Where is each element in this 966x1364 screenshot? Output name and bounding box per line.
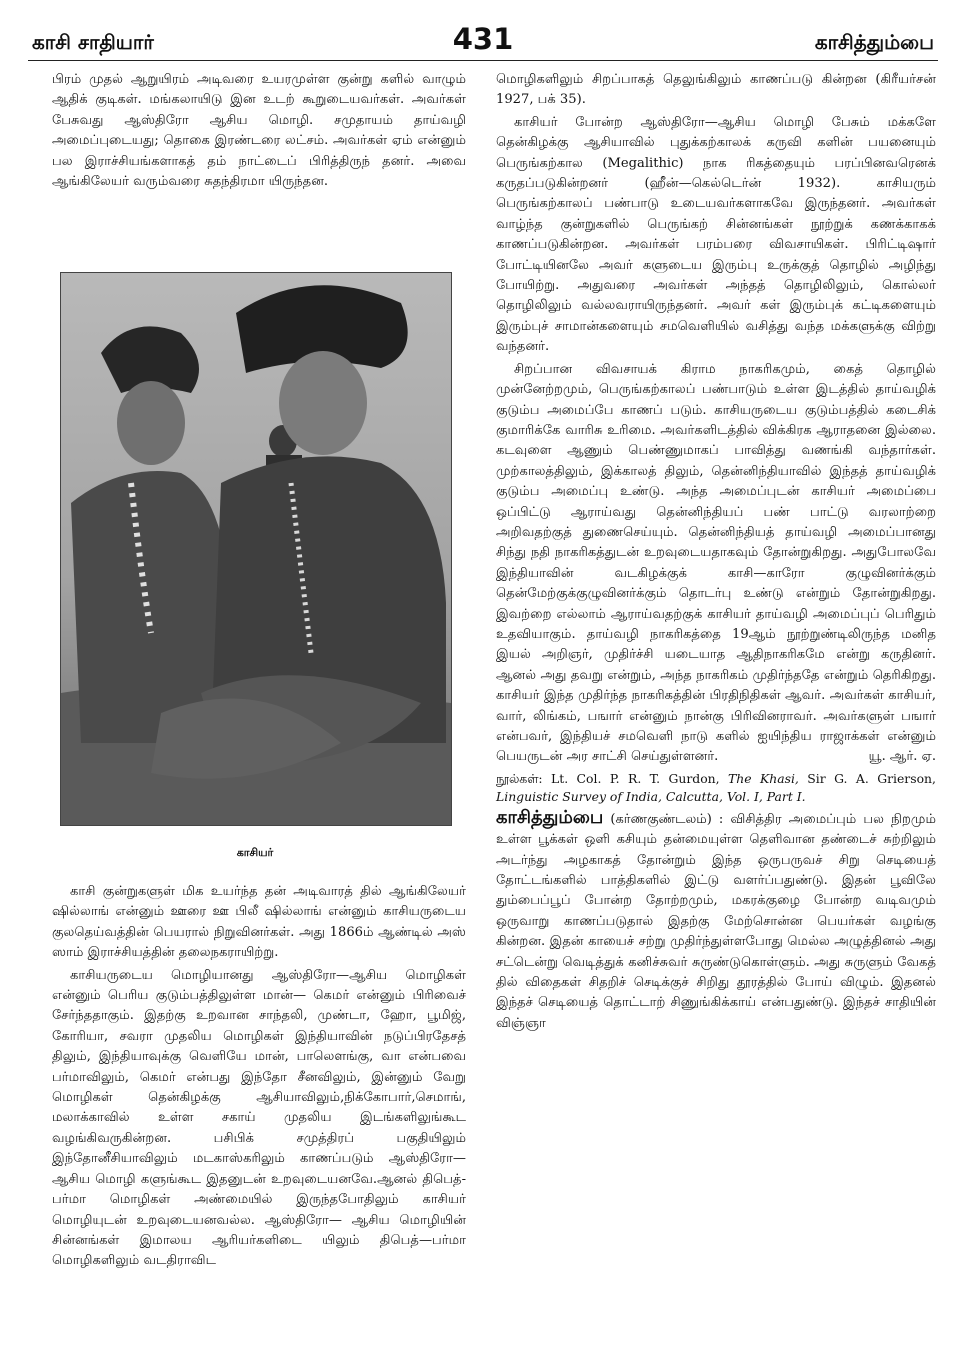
right-paragraph-3 (496, 360, 936, 768)
left-paragraph-3: காசியருடைய மொழியானது ஆஸ்திரோ—ஆசிய மொழிகள் என்னும் பெரிய குடும்பத்திலுள்ள மான்— கெமர் என்னும் பிரிவைச் சேர்ந்ததாகும். இதற்கு உறவான சாந்தலி, முண்டா, ஹோ, பூமிஜ், கோரியா, சவரா முதலிய மொழிகள் இந்தியாவின் நடுப்பிரதேசத் திலும், இந்தியாவுக்கு வெளியே மான், பாலௌங்கு, வா என்பவை பர்மாவிலும், கெமர் என்பது இந்தோ சீனவிலும், இன்னும் வேறு மொழிகள் தென்கிழக்கு ஆசியாவிலும்,நிக்கோபார்,செமாங், மலாக்காவில் உள்ள சகாய் முதலிய இடங்களிலுங்கூட வழங்கிவருகின்றன. பசிபிக் சமுத்திரப் பகுதியிலும் இந்தோனீசியாவிலும் மடகாஸ்கரிலும் காணப்படும் ஆஸ்திரோ—ஆசிய மொழி களுங்கூட இதனுடன் உறவுடையனவே.ஆனல் திபெத்- பர்மா மொழிகள் அண்மையில் இருந்தபோதிலும் காசியர் மொழியுடன் உறவுடையனவல்ல. ஆஸ்திரோ— ஆசிய மொழியின் சின்னங்கள் இமாலய ஆரியர்களிடை யிலும் திபெத்—பர்மா மொழிகளிலும் வடதிராவிட (52, 967, 466, 1269)
right-paragraph-3-text: சிறப்பான விவசாயக் கிராம நாகரிகமும், கைத் தொழில் முன்னேற்றமும், பெருங்கற்காலப் பண்பாடும் உள்ள இடத்தில் தாய்வழிக் குடும்ப அமைப்பே காணப் படும். காசியருடைய குடும்பத்தில் கடைசிக் குமாரிக்கே வாரிசு உரிமை. அவர்களிடத்தில் விக்கிரக ஆராதனை இல்லை. கடவுளை ஆணும் பெண்ணுமாகப் பாவித்து வணங்கி வந்தார்கள். முற்காலத்திலும், இக்காலத் திலும், தென்னிந்தியாவில் இந்தத் தாய்வழிக் குடும்ப அமைப்பு உண்டு. அந்த அமைப்புடன் காசியர் அமைப்பை ஒப்பிட்டு ஆராய்வது தென்னிந்தியப் பண் பாட்டு வரலாற்றை அறிவதற்குத் துணைசெய்யும். தென்னிந்தியத் தாய்வழி அமைப்பானது சிந்து நதி நாகரிகத்துடன் உறவுடையதாகவும் தோன்றுகிறது. அதுபோலவே இந்தியாவின் வடகிழக்குக் காசி—காரோ குழுவினர்க்கும் தென்மேற்குக்குழுவினர்க்கும் தொடர்பு உண்டு என்றும் தோன்றுகிறது. இவற்றை எல்லாம் ஆராய்வதற்குக் காசியர் தாய்வழி அமைப்புப் பெரிதும் உதவியாகும். தாய்வழி நாகரிகத்தை 19ஆம் நூற்றுண்டிலிருந்த மனித இயல் அறிஞர், முதிர்ச்சி யடையாத ஆதிநாகரிகமே என்று கருதினர். ஆனல் அது தவறு என்றும், அந்த நாகரிகம் முதிர்ந்ததே என்றும் தெரிகிறது. காசியர் இந்த முதிர்ந்த நாகரிகத்தின் பிரதிநிதிகள் ஆவர். அவர்கள் காசியர், வார், லிங்கம், பஙார் என்னும் நான்கு பிரிவினராவர். அவர்களுள் பஙார் என்பவர், இந்தியச் சமவெளி நாடு களில் ஐயிந்திய ராஜாக்கள் என்னும் பெயருடன் அர சாட்சி செய்துள்ளனர். (496, 361, 936, 765)
source-1-title: The Khasi, (728, 770, 799, 786)
author-signature: யூ. ஆர். ஏ. (868, 749, 936, 765)
header-left-title: காசி சாதியார் (32, 30, 154, 54)
left-paragraph-2: காசி குன்றுகளுள் மிக உயர்ந்த தன் அடிவாரத் தில் ஆங்கிலேயர் ஷில்லாங் என்னும் ஊரை ஊ பிலீ ஷில்லாங் என்னும் காசியருடைய குலதெய்வத்தின் பெயரால் நிறுவினர்கள். அது 1866ம் ஆண்டில் அஸ் ஸாம் இராச்சியத்தின் தலைநகராயிற்று. (52, 884, 466, 961)
entry-kasithumbai (496, 808, 936, 1034)
entry-subtitle: (கர்ணகுண்டலம்) : (610, 811, 724, 827)
figure (60, 272, 450, 859)
source-2-author: Sir G. A. Grierson, (807, 770, 936, 786)
sources (496, 770, 936, 806)
sources-label: நூல்கள்: (496, 770, 543, 786)
source-2-title: Linguistic Survey of India, Calcutta, Vol. I, Part I. (496, 788, 806, 804)
figure-caption: காசியர் (236, 846, 274, 859)
left-top-paragraph: பிரம் முதல் ஆறுயிரம் அடிவரை உயரமுள்ள குன்று களில் வாழும் ஆதிக் குடிகள். மங்கலாயிடு இன உடற் கூறுடையவர்கள். அவர்கள் பேசுவது ஆஸ்திரோ ஆசிய மொழி. சமுதாயம் தாய்வழி அமைப்புடையது; தொகை இரண்டரை லட்சம். அவர்கள் ஏம் என்னும் பல இராச்சியங்களாகத் தம் நாட்டைப் பிரித்திருந் தனர். அவை ஆங்கிலேயர் வரும்வரை சுதந்திரமா யிருந்தன. (52, 72, 466, 190)
khasi-men-photo (60, 272, 452, 826)
entry-title: காசித்தும்பை (496, 806, 604, 828)
right-paragraph-1: மொழிகளிலும் சிறப்பாகத் தெலுங்கிலும் காணப்படு கின்றன (கிரீயர்சன் 1927, பக் 35). (496, 72, 936, 108)
running-header (28, 20, 938, 61)
right-column (496, 70, 936, 1036)
left-column (52, 70, 466, 1269)
source-1-author: Lt. Col. P. R. T. Gurdon, (551, 770, 720, 786)
entry-text: விசித்திர அமைப்பும் பல நிறமும் உள்ள பூக்கள் ஒளி கசியும் தன்மையுள்ள தெளிவான தண்டைச் சுற்றிலும் அடர்ந்து அழகாகத் தோன்றும் இந்த ஒருபருவச் சிறு செடியைத் தோட்டங்களில் பாத்திகளில் இட்டு வளர்ப்பதுண்டு. இதன் பூவிலே தும்பைப்பூப் போன்ற தோற்றமும், மகரக்குழை போன்ற வடிவமும் ஒருவாறு காணப்படுதால் இதற்கு மேற்சொன்ன பெயர்கள் வழங்கு கின்றன. இதன் காயைச் சற்று முதிர்ந்துள்ளபோது மெல்ல அழுத்தினல் அது சட்டென்று வெடித்துக் கனிச்சுவர் சுருண்டுகொள்ளும். அது சுருளும் வேகத் தில் விதைகள் சிதறிச் செடிக்குச் சிறிது தூரத்தில் போய் விழும். இதனல் இந்தச் செடியைத் தொட்டாற் சிணுங்கிக்காய் என்பதுண்டு. இந்தச் சாதியின் விஞ்ஞா (496, 811, 936, 1031)
page-number: 431 (452, 22, 514, 56)
header-right-title: காசித்தும்பை (814, 30, 934, 54)
right-paragraph-2: காசியர் போன்ற ஆஸ்திரோ—ஆசிய மொழி பேசும் மக்களே தென்கிழக்கு ஆசியாவில் புதுக்கற்காலக் கருவி களின் பயனையும் பெருங்கற்கால (Megalithic) நாக ரிகத்தையும் பரப்பினவரெனக் கருதப்படுகின்றனர் (ஹீன்—கெல்டெர்ன் 1932). காசியரும் பெருங்கற்காலப் பண்பாடு உடையவர்களாகவே இருந்தனர். அவர்கள் வாழ்ந்த குன்றுகளில் பெருங்கற் சின்னங்கள் நூற்றுக் கணக்காகக் காணப்படுகின்றன. அவர்கள் பரம்பரை விவசாயிகள். பிரிட்டிஷார் போட்டியினலே அவர் களுடைய இரும்பு உருக்குத் தொழில் அழிந்து போயிற்று. அதுவரை அவர்கள் அந்தத் தொழிலிலும், கொல்லர் தொழிலிலும் வல்லவராயிருந்தனர். அவர் கள் இரும்புக் கட்டிகளையும் இரும்புச் சாமான்களையும் சமவெளியில் வசித்து வந்த மக்களுக்கு விற்று வந்தனர். (496, 114, 936, 355)
left-lower-text (52, 882, 466, 1274)
photo-illustration (61, 273, 451, 825)
